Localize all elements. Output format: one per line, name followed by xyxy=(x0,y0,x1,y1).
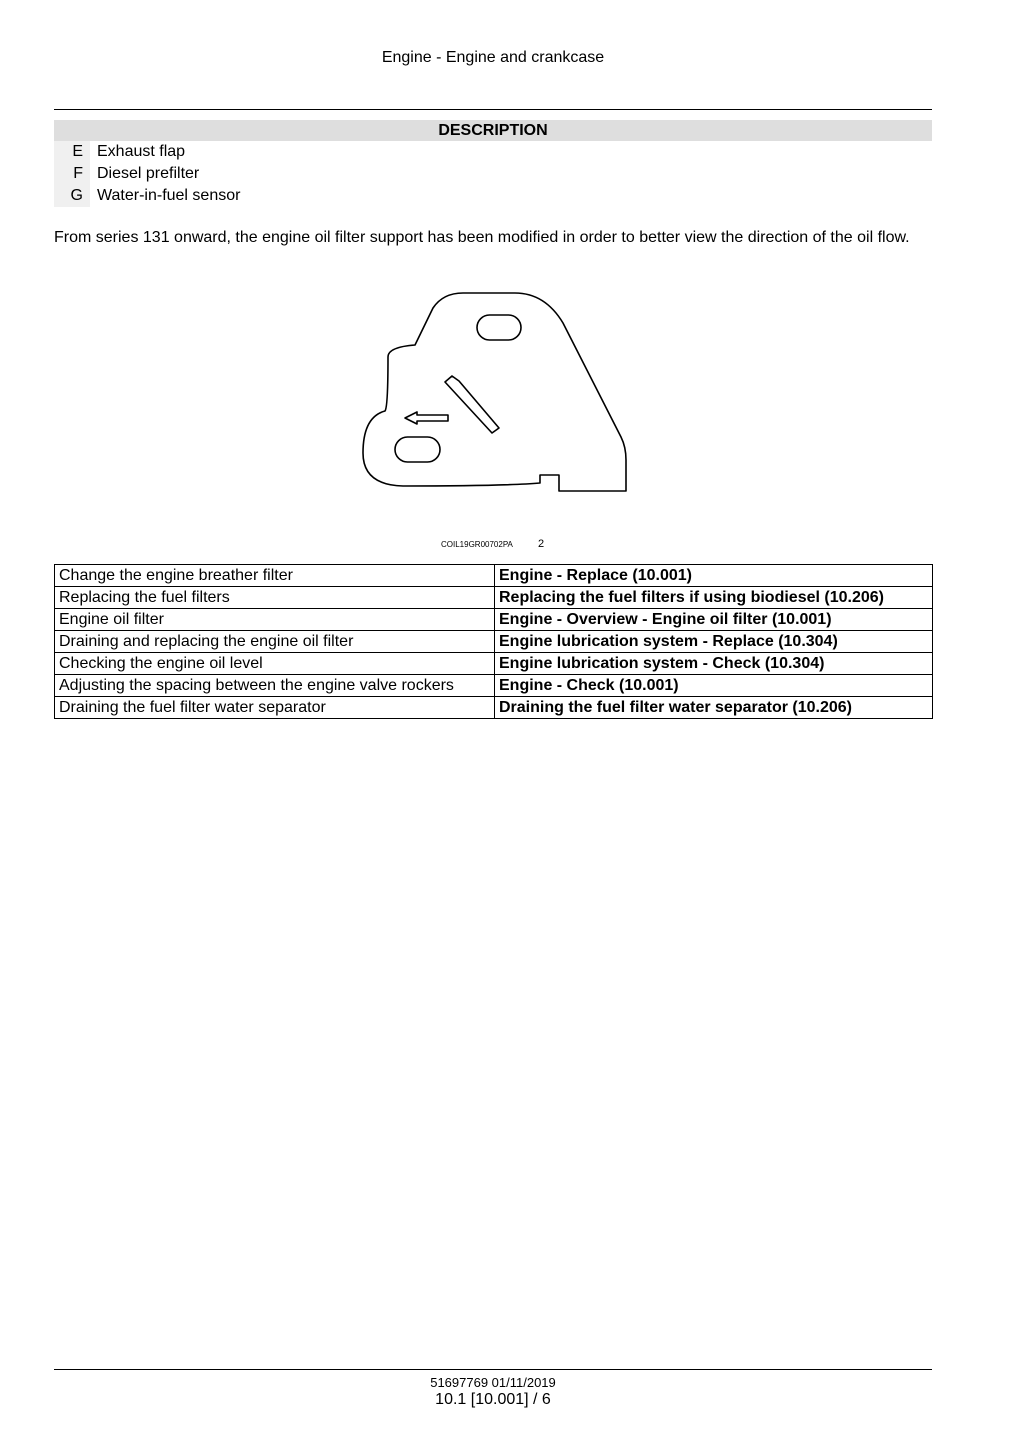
footer-document-code: 51697769 01/11/2019 xyxy=(430,1375,556,1390)
legend-key: G xyxy=(54,185,90,207)
figure-number: 2 xyxy=(538,538,545,550)
legend-key: E xyxy=(54,141,90,163)
topic-cell: Draining and replacing the engine oil filter xyxy=(55,631,495,653)
legend-text: Water-in-fuel sensor xyxy=(97,187,241,204)
legend-key: F xyxy=(54,163,90,185)
cross-reference-table xyxy=(54,564,933,719)
table-row xyxy=(55,653,933,675)
footer-page-number: 10.1 [10.001] / 6 xyxy=(435,1391,551,1408)
reference-link[interactable]: Engine - Check (10.001) xyxy=(495,675,933,697)
reference-link[interactable]: Draining the fuel filter water separator (10.206) xyxy=(495,697,933,719)
topic-cell: Replacing the fuel filters xyxy=(55,587,495,609)
table-row xyxy=(55,675,933,697)
table-row xyxy=(55,565,933,587)
diagonal-slot xyxy=(445,376,499,433)
legend-heading: DESCRIPTION xyxy=(54,120,932,141)
table-row xyxy=(55,587,933,609)
legend-item xyxy=(54,141,932,163)
topic-cell: Draining the fuel filter water separator xyxy=(55,697,495,719)
legend-item xyxy=(54,185,932,207)
oil-filter-support-illustration xyxy=(355,285,635,500)
topic-cell: Engine oil filter xyxy=(55,609,495,631)
description-legend xyxy=(54,120,932,207)
legend-item xyxy=(54,163,932,185)
body-paragraph: From series 131 onward, the engine oil filter support has been modified in order to better view the direction of the oil flow. xyxy=(54,229,910,246)
figure-code: COIL19GR00702PA xyxy=(441,540,513,549)
upper-slot xyxy=(477,315,521,340)
page-header-title: Engine - Engine and crankcase xyxy=(381,49,605,66)
footer-rule xyxy=(54,1369,932,1370)
reference-link[interactable]: Engine - Overview - Engine oil filter (10.001) xyxy=(495,609,933,631)
reference-link[interactable]: Engine lubrication system - Check (10.304) xyxy=(495,653,933,675)
table-row xyxy=(55,631,933,653)
topic-cell: Adjusting the spacing between the engine valve rockers xyxy=(55,675,495,697)
legend-text: Diesel prefilter xyxy=(97,165,200,182)
reference-link[interactable]: Engine lubrication system - Replace (10.304) xyxy=(495,631,933,653)
reference-link[interactable]: Engine - Replace (10.001) xyxy=(495,565,933,587)
topic-cell: Change the engine breather filter xyxy=(55,565,495,587)
header-rule xyxy=(54,109,932,110)
lower-slot xyxy=(395,437,440,462)
reference-link[interactable]: Replacing the fuel filters if using biodiesel (10.206) xyxy=(495,587,933,609)
topic-cell: Checking the engine oil level xyxy=(55,653,495,675)
flow-direction-arrow-icon xyxy=(405,412,448,424)
legend-text: Exhaust flap xyxy=(97,143,186,160)
table-row xyxy=(55,609,933,631)
table-row xyxy=(55,697,933,719)
